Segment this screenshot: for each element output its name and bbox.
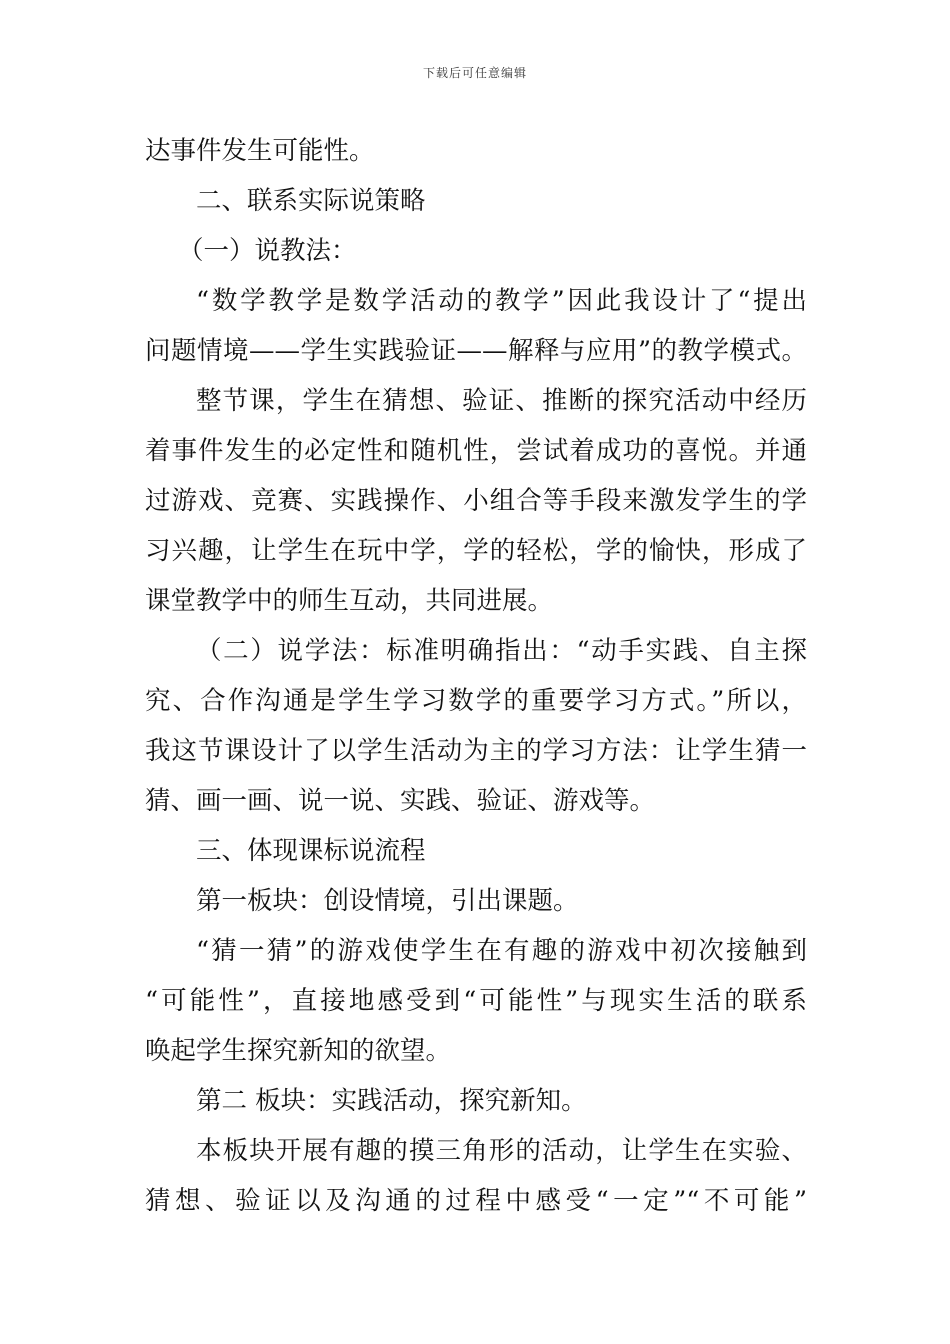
paragraph-line: 着事件发生的必定性和随机性，尝试着成功的喜悦。并通 xyxy=(145,436,807,466)
paragraph-line: 课堂教学中的师生互动，共同进展。 xyxy=(145,586,554,616)
paragraph-line: 猜想、验证以及沟通的过程中感受“一定”“不可能” xyxy=(145,1186,807,1216)
paragraph-line: 唤起学生探究新知的欲望。 xyxy=(145,1036,452,1066)
paragraph-line: “猜一猜”的游戏使学生在有趣的游戏中初次接触到 xyxy=(196,936,807,966)
paragraph-line: 猜、画一画、说一说、实践、验证、游戏等。 xyxy=(145,786,656,816)
paragraph-line: 究、合作沟通是学生学习数学的重要学习方式。”所以， xyxy=(145,686,807,716)
document-body xyxy=(145,126,807,1226)
section-heading: 三、体现课标说流程 xyxy=(196,836,426,866)
paragraph-line: 达事件发生可能性。 xyxy=(145,136,375,166)
paragraph-line: 本板块开展有趣的摸三角形的活动，让学生在实验、 xyxy=(196,1136,807,1166)
block-heading: 第一板块：创设情境，引出课题。 xyxy=(196,886,579,916)
subsection-heading: （一）说教法： xyxy=(178,236,357,266)
paragraph-line: “数学教学是数学活动的教学”因此我设计了“提出 xyxy=(196,286,807,316)
paragraph-line: 过游戏、竞赛、实践操作、小组合等手段来激发学生的学 xyxy=(145,486,807,516)
paragraph-line: 整节课，学生在猜想、验证、推断的探究活动中经历 xyxy=(196,386,807,416)
paragraph-line: 我这节课设计了以学生活动为主的学习方法：让学生猜一 xyxy=(145,736,807,766)
block-heading: 第二 板块：实践活动，探究新知。 xyxy=(196,1086,587,1116)
section-heading: 二、联系实际说策略 xyxy=(196,186,426,216)
paragraph-line: 问题情境——学生实践验证——解释与应用”的教学模式。 xyxy=(145,336,807,366)
paragraph-line: “可能性”，直接地感受到“可能性”与现实生活的联系 xyxy=(145,986,807,1016)
paragraph-line: （二）说学法：标准明确指出：“动手实践、自主探 xyxy=(196,636,807,666)
paragraph-line: 习兴趣，让学生在玩中学，学的轻松，学的愉快，形成了 xyxy=(145,536,807,566)
page-header: 下载后可任意编辑 xyxy=(422,66,527,80)
